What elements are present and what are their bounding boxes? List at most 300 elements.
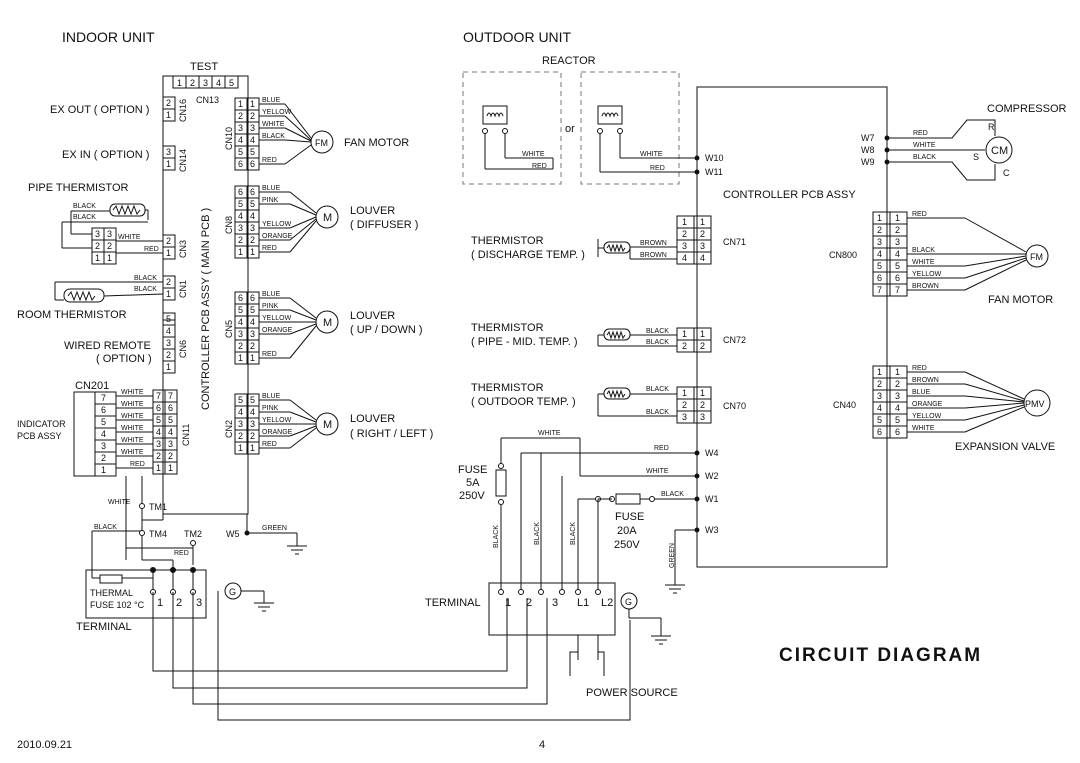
compressor-s: S [973,152,980,162]
outdoor-pcb-label: CONTROLLER PCB ASSY [723,189,856,201]
svg-text:1: 1 [700,217,706,227]
svg-text:2: 2 [700,341,706,351]
svg-text:3: 3 [95,229,101,239]
svg-text:7: 7 [101,393,107,403]
wired-remote-label: WIRED REMOTE [64,340,151,352]
wire-color-label: WHITE [121,437,144,444]
wire-color-label: BLACK [134,286,157,293]
svg-text:1: 1 [166,159,172,169]
svg-text:1: 1 [166,362,172,372]
svg-text:2: 2 [166,277,172,287]
terminal-pin: 3 [552,597,559,609]
reactor-1 [483,106,554,170]
w7-label: W7 [861,133,875,143]
svg-text:1: 1 [166,289,172,299]
louver-up-down [259,291,423,358]
wire-color-label: BLACK [73,214,96,221]
svg-text:3: 3 [238,419,244,429]
wire-color-label: GREEN [669,543,676,568]
svg-text:5: 5 [250,199,256,209]
svg-text:2: 2 [895,225,901,235]
svg-text:5: 5 [250,147,256,157]
compressor-c: C [1003,168,1010,178]
svg-text:2: 2 [250,341,256,351]
m-symbol: M [323,419,333,431]
expansion-valve [833,365,1055,453]
svg-text:5: 5 [895,261,901,271]
test-pin: 3 [203,78,209,88]
wire-color-label: RED [912,365,927,372]
ex-in-label: EX IN ( OPTION ) [62,149,150,161]
wire-color-label: YELLOW [912,413,942,420]
svg-text:3: 3 [238,223,244,233]
svg-text:5: 5 [101,417,107,427]
svg-text:2: 2 [682,341,688,351]
svg-text:2: 2 [166,350,172,360]
room-thermistor-label: ROOM THERMISTOR [17,309,127,321]
indoor-unit-title: INDOOR UNIT [62,29,155,45]
svg-text:5: 5 [238,305,244,315]
ground-symbol: G [229,587,237,597]
svg-text:4: 4 [250,135,256,145]
svg-text:3: 3 [895,391,901,401]
wire-color-label: BLACK [912,247,935,254]
pmv-symbol: PMV [1025,399,1045,409]
wire-color-label: WHITE [121,449,144,456]
louver-diffuser-label: ( DIFFUSER ) [350,219,419,231]
svg-text:3: 3 [166,147,172,157]
terminal-pin: 2 [526,597,533,609]
svg-text:4: 4 [682,253,688,263]
wire-color-label: RED [262,157,277,164]
test-pin: 2 [190,78,196,88]
wire-color-label: PINK [262,197,279,204]
louver-diffuser [259,185,418,252]
svg-text:4: 4 [250,211,256,221]
wire-color-label: WHITE [912,259,935,266]
wire-color-label: BLUE [262,393,281,400]
wire-color-label: WHITE [121,401,144,408]
test-pin: 1 [177,78,183,88]
svg-text:1: 1 [101,465,107,475]
svg-text:1: 1 [238,99,244,109]
pipe-thermistor-label: PIPE THERMISTOR [28,182,129,194]
cn10-label: CN10 [224,126,234,150]
svg-text:4: 4 [166,326,172,336]
svg-text:2: 2 [156,451,162,461]
thermistor-label: THERMISTOR [471,322,544,334]
wire-color-label: RED [262,245,277,252]
w3-label: W3 [705,525,719,535]
main-pcb-label: CONTROLLER PCB ASSY ( MAIN PCB ) [200,207,212,410]
wire-color-label: BROWN [640,252,667,259]
svg-text:1: 1 [250,353,256,363]
wire-color-label: BLACK [94,524,117,531]
svg-text:1: 1 [682,217,688,227]
pipe-mid-temp-label: ( PIPE - MID. TEMP. ) [471,336,578,348]
svg-text:2: 2 [877,225,883,235]
svg-text:1: 1 [700,329,706,339]
outdoor-fan-motor-label: FAN MOTOR [988,294,1054,306]
terminal-pin: 3 [196,597,203,609]
wire-color-label: RED [913,130,928,137]
page-number: 4 [539,739,546,751]
svg-text:1: 1 [238,247,244,257]
svg-text:3: 3 [250,223,256,233]
svg-text:3: 3 [250,419,256,429]
w9-label: W9 [861,157,875,167]
svg-text:3: 3 [101,441,107,451]
wire-color-label: RED [912,211,927,218]
svg-text:2: 2 [101,453,107,463]
pipe-mid-thermistor [471,322,746,352]
svg-text:4: 4 [250,407,256,417]
svg-text:4: 4 [156,427,162,437]
svg-text:6: 6 [250,187,256,197]
outdoor-terminal-block [425,583,678,699]
pipe-thermistor [62,203,163,264]
thermal-fuse-label: THERMAL [90,588,134,598]
cn71-label: CN71 [723,237,747,247]
left-connectors [153,97,191,474]
cn70-label: CN70 [723,401,747,411]
svg-text:2: 2 [238,235,244,245]
svg-text:1: 1 [95,253,101,263]
wire-color-label: BLACK [646,339,669,346]
svg-text:2: 2 [250,431,256,441]
outdoor-power-wiring [458,430,719,593]
indicator-pcb [74,389,153,476]
wire-color-label: WHITE [121,413,144,420]
svg-text:3: 3 [877,237,883,247]
svg-text:3: 3 [250,123,256,133]
svg-text:6: 6 [250,293,256,303]
wire-color-label: RED [144,246,159,253]
wire-color-label: WHITE [912,425,935,432]
ex-out-label: EX OUT ( OPTION ) [50,104,150,116]
svg-text:4: 4 [895,249,901,259]
louver-right-left [259,393,433,448]
svg-text:3: 3 [682,241,688,251]
wire-color-label: WHITE [121,425,144,432]
wire-color-label: YELLOW [912,271,942,278]
svg-text:1: 1 [250,99,256,109]
svg-text:6: 6 [238,187,244,197]
test-label: TEST [190,61,219,73]
louver-label: LOUVER [350,310,396,322]
svg-text:5: 5 [168,415,174,425]
outdoor-thermistor [471,382,746,423]
svg-text:6: 6 [250,159,256,169]
date-label: 2010.09.21 [17,739,73,751]
wire-color-label: PINK [262,303,279,310]
svg-text:4: 4 [700,253,706,263]
svg-text:2: 2 [700,229,706,239]
svg-text:1: 1 [238,353,244,363]
tm1-label: TM1 [149,502,167,512]
svg-text:2: 2 [166,236,172,246]
svg-text:2: 2 [238,341,244,351]
svg-text:4: 4 [238,211,244,221]
wire-color-label: RED [262,351,277,358]
svg-text:6: 6 [168,403,174,413]
wire-color-label: BLUE [262,97,281,104]
indoor-terminal-wiring [92,476,307,578]
cn16-label: CN16 [178,98,188,122]
w4-label: W4 [705,448,719,458]
svg-text:3: 3 [107,229,113,239]
thermal-fuse-rating: FUSE 102 °C [90,600,145,610]
terminal-pin: L2 [601,597,614,609]
cn6-label: CN6 [178,339,188,358]
svg-text:5: 5 [238,395,244,405]
wire-color-label: PINK [262,405,279,412]
cn1-label: CN1 [178,279,188,298]
svg-text:4: 4 [895,403,901,413]
wire-color-label: WHITE [538,430,561,437]
fuse-rating: 20A [617,525,637,537]
wire-color-label: RED [650,165,665,172]
wired-remote-option: ( OPTION ) [96,353,152,365]
svg-text:6: 6 [877,427,883,437]
svg-text:3: 3 [238,329,244,339]
cn800-label: CN800 [829,250,858,260]
louver-label: LOUVER [350,413,396,425]
svg-text:1: 1 [682,329,688,339]
cn40-label: CN40 [833,400,857,410]
wire-color-label: BLUE [262,185,281,192]
cn13-label: CN13 [196,95,220,105]
indoor-terminal-label: TERMINAL [76,621,132,633]
wire-color-label: BLACK [534,522,541,545]
terminal-pin: 1 [505,597,512,609]
outdoor-pcb-board [697,87,887,567]
svg-text:4: 4 [238,407,244,417]
indoor-fan-motor [259,97,409,164]
wire-color-label: WHITE [108,499,131,506]
cm-symbol: CM [991,145,1009,157]
svg-text:6: 6 [238,293,244,303]
svg-text:4: 4 [168,427,174,437]
wire-color-label: YELLOW [262,221,292,228]
right-connectors [224,98,259,454]
wire-color-label: BLACK [134,275,157,282]
discharge-thermistor [471,216,746,264]
svg-text:7: 7 [895,285,901,295]
svg-text:5: 5 [877,415,883,425]
wire-color-label: WHITE [262,121,285,128]
svg-text:7: 7 [168,391,174,401]
test-pin: 4 [216,78,222,88]
fan-motor-label: FAN MOTOR [344,137,410,149]
svg-text:4: 4 [238,135,244,145]
svg-text:2: 2 [95,241,101,251]
svg-text:3: 3 [700,412,706,422]
w5-label: W5 [226,529,240,539]
cn5-label: CN5 [224,319,234,338]
svg-text:1: 1 [700,388,706,398]
wire-color-label: BROWN [912,283,939,290]
fuse-voltage: 250V [614,539,640,551]
svg-text:2: 2 [250,235,256,245]
wire-color-label: WHITE [646,468,669,475]
svg-text:2: 2 [238,111,244,121]
wire-color-label: BLACK [646,328,669,335]
wire-color-label: YELLOW [262,417,292,424]
indicator-label: INDICATOR [17,419,66,429]
w11-label: W11 [705,167,723,177]
power-source-label: POWER SOURCE [586,687,678,699]
reactor-2 [598,106,700,175]
svg-text:3: 3 [250,329,256,339]
svg-text:1: 1 [877,213,883,223]
wire-color-label: WHITE [121,389,144,396]
wire-color-label: BLUE [262,291,281,298]
svg-text:3: 3 [895,237,901,247]
svg-text:4: 4 [238,317,244,327]
svg-text:1: 1 [250,443,256,453]
thermistor-label: THERMISTOR [471,235,544,247]
wire-color-label: RED [654,445,669,452]
thermistor-label: THERMISTOR [471,382,544,394]
svg-text:3: 3 [238,123,244,133]
ground-symbol: G [625,597,633,607]
indicator-label-2: PCB ASSY [17,431,62,441]
compressor-r: R [988,122,995,132]
w2-label: W2 [705,471,719,481]
svg-text:5: 5 [250,305,256,315]
svg-text:3: 3 [877,391,883,401]
tm2-label: TM2 [184,529,202,539]
wire-color-label: BLACK [646,409,669,416]
svg-text:1: 1 [895,367,901,377]
louver-up-down-label: ( UP / DOWN ) [350,324,423,336]
svg-text:3: 3 [166,338,172,348]
wire-color-label: BLACK [913,154,936,161]
svg-text:2: 2 [700,400,706,410]
outdoor-temp-label: ( OUTDOOR TEMP. ) [471,396,576,408]
test-pin: 5 [229,78,235,88]
svg-text:1: 1 [682,388,688,398]
wire-color-label: RED [262,441,277,448]
wire-color-label: BLUE [912,389,931,396]
w10-label: W10 [705,153,724,163]
diagram-title: CIRCUIT DIAGRAM [779,645,983,666]
wire-color-label: BLACK [570,522,577,545]
wire-color-label: WHITE [913,142,936,149]
wire-color-label: BLACK [646,386,669,393]
wire-color-label: BROWN [912,377,939,384]
svg-text:2: 2 [682,229,688,239]
svg-text:2: 2 [168,451,174,461]
svg-text:1: 1 [107,253,113,263]
svg-text:6: 6 [156,403,162,413]
svg-text:4: 4 [877,403,883,413]
svg-text:2: 2 [250,111,256,121]
svg-text:2: 2 [682,400,688,410]
svg-text:3: 3 [156,439,162,449]
reactor-or: or [565,123,575,135]
fm-symbol: FM [1030,252,1043,262]
wire-color-label: WHITE [522,151,545,158]
svg-text:6: 6 [895,427,901,437]
wire-color-label: BLACK [493,525,500,548]
wire-color-label: BLACK [262,133,285,140]
wire-color-label: BLACK [661,491,684,498]
reactor-label: REACTOR [542,55,596,67]
svg-text:4: 4 [101,429,107,439]
outdoor-fan-motor [829,211,1053,306]
wire-color-label: WHITE [640,151,663,158]
cn3-label: CN3 [178,239,188,258]
svg-text:4: 4 [877,249,883,259]
w8-label: W8 [861,145,875,155]
svg-text:1: 1 [166,248,172,258]
svg-text:7: 7 [877,285,883,295]
discharge-temp-label: ( DISCHARGE TEMP. ) [471,249,585,261]
cn14-label: CN14 [178,148,188,172]
svg-text:1: 1 [156,463,162,473]
svg-text:5: 5 [238,199,244,209]
svg-text:1: 1 [250,247,256,257]
louver-label: LOUVER [350,205,396,217]
test-connector [173,76,238,88]
svg-text:2: 2 [877,379,883,389]
compressor [861,103,1067,180]
svg-text:5: 5 [877,261,883,271]
svg-text:6: 6 [877,273,883,283]
terminal-pin: 1 [157,597,164,609]
wire-color-label: RED [532,163,547,170]
fuse-label: FUSE [615,511,645,523]
cn2-label: CN2 [224,419,234,438]
svg-text:2: 2 [107,241,113,251]
fuse-label: FUSE [458,464,488,476]
svg-text:5: 5 [156,415,162,425]
wire-color-label: BROWN [640,240,667,247]
wire-color-label: RED [130,461,145,468]
wire-color-label: WHITE [118,234,141,241]
louver-right-left-label: ( RIGHT / LEFT ) [350,428,434,440]
svg-text:3: 3 [168,439,174,449]
svg-text:6: 6 [101,405,107,415]
svg-text:5: 5 [250,395,256,405]
wire-color-label: YELLOW [262,109,292,116]
room-thermistor [55,275,163,302]
svg-text:4: 4 [250,317,256,327]
cn72-label: CN72 [723,335,747,345]
wire-color-label: GREEN [262,525,287,532]
cn8-label: CN8 [224,215,234,234]
m-symbol: M [323,317,333,329]
compressor-label: COMPRESSOR [987,103,1067,115]
svg-text:1: 1 [168,463,174,473]
svg-text:1: 1 [238,443,244,453]
svg-text:5: 5 [238,147,244,157]
svg-text:1: 1 [877,367,883,377]
svg-text:1: 1 [166,110,172,120]
m-symbol: M [323,212,333,224]
fm-symbol: FM [315,138,328,148]
svg-text:1: 1 [895,213,901,223]
wire-color-label: BLACK [73,203,96,210]
svg-text:5: 5 [166,314,172,324]
svg-text:2: 2 [166,98,172,108]
wire-color-label: ORANGE [262,327,293,334]
wire-color-label: YELLOW [262,315,292,322]
wire-color-label: ORANGE [262,233,293,240]
wire-color-label: RED [174,550,189,557]
